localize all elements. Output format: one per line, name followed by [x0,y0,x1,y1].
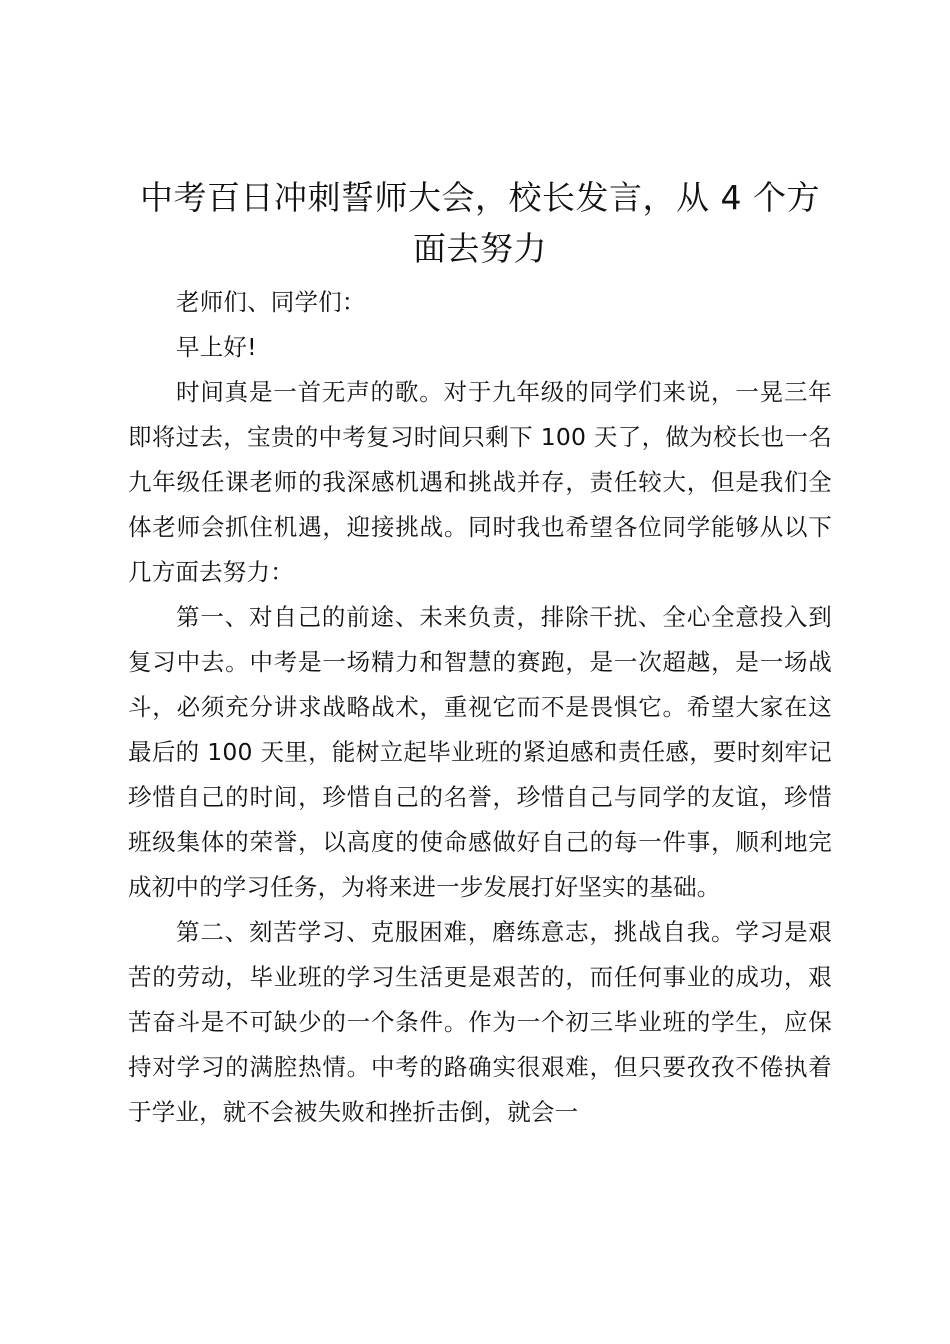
paragraph-intro: 时间真是一首无声的歌。对于九年级的同学们来说，一晃三年即将过去，宝贵的中考复习时间只剩下 100 天了，做为校长也一名九年级任课老师的我深感机遇和挑战并存，责任较大，但是我们全体老师会抓住机遇，迎接挑战。同时我也希望各位同学能够从以下几方面去努力： [128,378,832,586]
document-body [128,280,832,1135]
paragraph-greeting: 老师们、同学们： [176,288,366,316]
document-page [128,172,832,1135]
document-title: 中考百日冲刺誓师大会，校长发言，从 4 个方面去努力 [140,178,820,268]
paragraph-point-two: 第二、刻苦学习、克服困难，磨练意志，挑战自我。学习是艰苦的劳动，毕业班的学习生活更是艰苦的，而任何事业的成功，艰苦奋斗是不可缺少的一个条件。作为一个初三毕业班的学生，应保持对学习的满腔热情。中考的路确实很艰难，但只要孜孜不倦执着于学业，就不会被失败和挫折击倒，就会一 [128,918,832,1126]
paragraph-good-morning: 早上好! [176,333,257,361]
paragraph-point-one: 第一、对自己的前途、未来负责，排除干扰、全心全意投入到复习中去。中考是一场精力和智慧的赛跑，是一次超越，是一场战斗，必须充分讲求战略战术，重视它而不是畏惧它。希望大家在这最后的 100 天里，能树立起毕业班的紧迫感和责任感，要时刻牢记珍惜自己的时间，珍惜自己的名誉，珍惜自己与同学的友谊，珍惜班级集体的荣誉，以高度的使命感做好自己的每一件事，顺利地完成初中的学习任务，为将来进一步发展打好坚实的基础。 [128,603,832,901]
